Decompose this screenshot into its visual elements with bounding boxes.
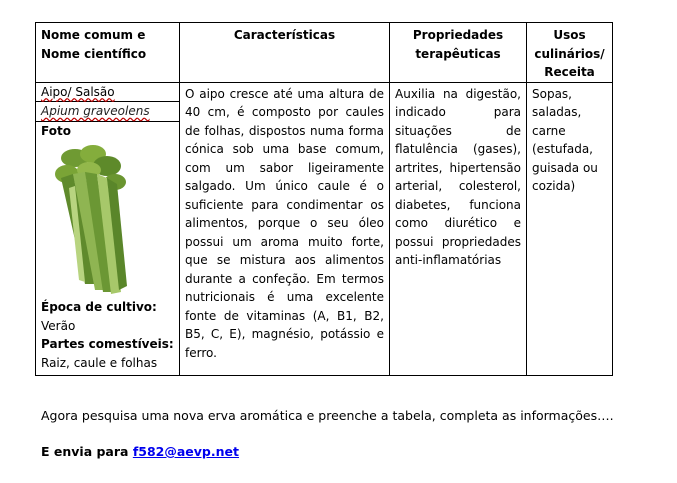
- celery-photo: [45, 144, 145, 296]
- properties-cell: Auxilia na digestão, indicado para situações de flatulência (gases), artrites, hipertensão arterial, colesterol, diabetes, funciona como diurético e possui propriedades anti-inflamatórias: [390, 82, 527, 375]
- herb-info-table: [35, 22, 613, 376]
- header-properties-line2: terapêuticas: [415, 46, 501, 61]
- common-name: Aipo/ Salsão: [36, 83, 179, 103]
- header-name: [36, 23, 180, 83]
- edible-label: Partes comestíveis:: [41, 337, 174, 351]
- culinary-cell: Sopas, saladas, carne (estufada, guisada ou cozida): [527, 82, 613, 375]
- header-culinary-line2: culinários/: [534, 46, 605, 61]
- characteristics-cell: O aipo cresce até uma altura de 40 cm, é composto por caules de folhas, dispostos numa forma cónica sob uma base comum, com um sabor ligeiramente salgado. Um único caule é o suficiente para condimentar os alimentos, porque o seu óleo possui um aroma muito forte, que se mistura aos alimentos durante a confeção. Em termos nutricionais é uma excelente fonte de vitaminas (A, B1, B2, B5, C, E), magnésio, potássio e ferro.: [180, 82, 390, 375]
- scientific-name: Apium graveolens: [36, 102, 179, 122]
- header-culinary: [527, 23, 613, 83]
- header-name-line2: Nome científico: [41, 46, 147, 61]
- celery-stalks: [61, 172, 127, 294]
- header-name-line1: Nome comum e: [41, 28, 146, 42]
- season-value: Verão: [41, 318, 76, 333]
- season-label: Época de cultivo:: [41, 300, 157, 314]
- instruction-text: Agora pesquisa uma nova erva aromática e preenche a tabela, completa as informações….: [41, 408, 614, 423]
- header-properties-line1: Propriedades: [412, 28, 504, 42]
- header-characteristics: Características: [180, 23, 390, 83]
- header-properties: [390, 23, 527, 83]
- send-label: E envia para: [41, 444, 129, 459]
- photo-label: Foto: [41, 123, 71, 138]
- name-cell: [36, 82, 180, 375]
- header-row: [36, 23, 613, 83]
- header-culinary-line3: Receita: [544, 65, 595, 79]
- send-line: [41, 444, 239, 459]
- email-link[interactable]: f582@aevp.net: [132, 444, 239, 459]
- header-culinary-line1: Usos: [553, 28, 586, 42]
- content-row: [36, 82, 613, 375]
- edible-value: Raiz, caule e folhas: [41, 355, 158, 370]
